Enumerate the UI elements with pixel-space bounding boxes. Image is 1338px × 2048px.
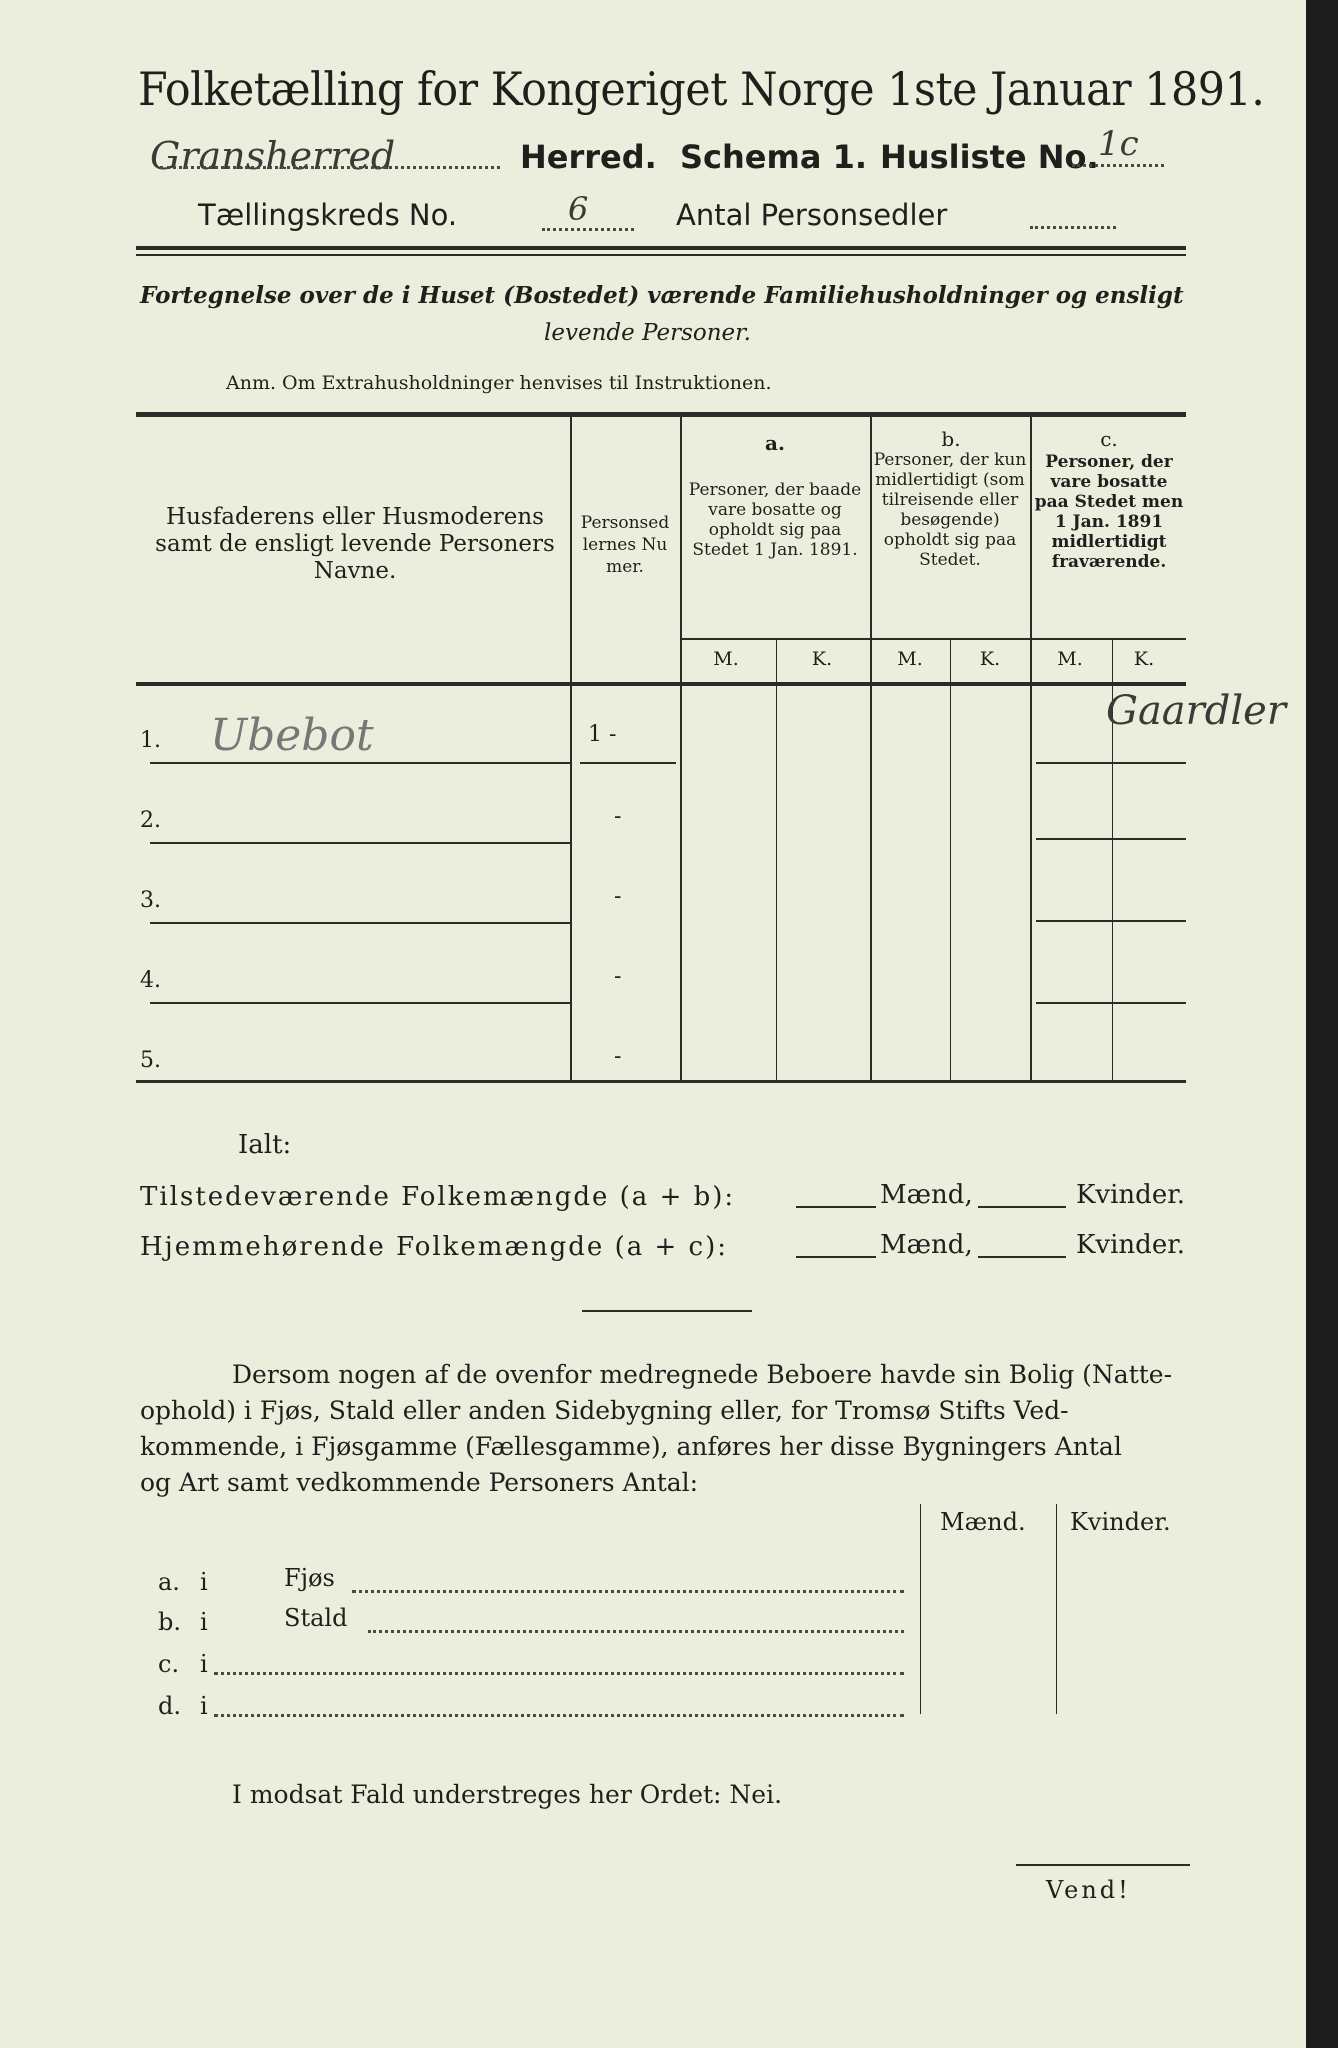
- census-form-sheet: Folketælling for Kongeriget Norge 1ste Januar 1891. Gransherred Herred. Schema 1. Husliste No. 1c Tællingskreds No. 6 Antal Personsedler Fortegnelse over de i Huset (Bostedet) værende Familiehusholdninger og ensligt levende Personer. Anm. Om Extrahusholdninger henvises til Instruktionen. Husfaderens eller Husmoderens samt de ensligt levende Personers Navne. Personsedlernes Numer. a. Personer, der baade vare bosatte og opholdt sig paa Stedet 1 Jan. 1891. b. Personer, der kun midlertidigt (som tilreisende eller besøgende) opholdt sig paa Stedet. c. Personer, der vare bosatte paa Stedet men 1 Jan. 1891 midlertidigt fraværende. M. K. M. K. M. K. 1. Ubebot 1 - Gaardler 2. - 3. - 4. - 5. - Ialt: Tilstedeværende Folkemængde (a + b): Mænd, Kvinder. Hjemmehørende Folkemængde (a + c): Mænd, Kvinder. Dersom nogen af de ovenfor medregnede Beboere havde sin Bolig (Natte- ophold) i Fjøs, Stald eller anden Sidebygning eller, for Tromsø Stifts Ved- kommende, i Fjøsgamme (Fællesgamme), anføres her disse Bygningers Antal og Art samt vedkommende Personers Antal: Mænd. Kvinder. a. i Fjøs b. i Stald c. i d. i I modsat Fald understreges her Ordet: Nei. Vend!: [0, 0, 1306, 2048]
- tilstede-maend: Mænd,: [880, 1180, 973, 1210]
- krets-label: Tællingskreds No.: [198, 198, 458, 232]
- col-c-k: K.: [1133, 648, 1155, 670]
- col-c-m: M.: [1057, 648, 1083, 670]
- buildings-maend-header: Mænd.: [940, 1508, 1026, 1536]
- husliste-label: Husliste No.: [880, 138, 1099, 176]
- col-num-header: Personsedlernes Numer.: [580, 513, 670, 577]
- hjemme-maend: Mænd,: [880, 1230, 973, 1260]
- row-num: -: [614, 964, 622, 989]
- mk-rule: [680, 638, 1186, 640]
- antal-dotted-line: [1030, 226, 1116, 229]
- col-b-k: K.: [979, 648, 1001, 670]
- row-num: 1 -: [588, 722, 617, 747]
- col-divider-b-mk: [950, 640, 951, 1080]
- modsat-note: I modsat Fald understreges her Ordet: Nei.: [232, 1780, 783, 1809]
- buildings-kvinder-header: Kvinder.: [1070, 1508, 1171, 1536]
- col-c-header: Personer, der vare bosatte paa Stedet men 1 Jan. 1891 midlertidigt fraværende.: [1034, 452, 1184, 572]
- paragraph-line-4: og Art samt vedkommende Personers Antal:: [140, 1468, 699, 1497]
- husliste-dotted-line: [1072, 164, 1164, 167]
- ialt-label: Ialt:: [238, 1130, 292, 1160]
- row-index: 5.: [140, 1048, 161, 1073]
- herred-dotted-line: [160, 166, 500, 169]
- vend-label: Vend!: [1046, 1876, 1131, 1904]
- form-title: Folketælling for Kongeriget Norge 1ste Januar 1891.: [138, 62, 1265, 116]
- row-num: -: [614, 1044, 622, 1069]
- herred-value: Gransherred: [150, 134, 396, 178]
- col-divider-num: [680, 415, 682, 1081]
- paragraph-line-3: kommende, i Fjøsgamme (Fællesgamme), anføres her disse Bygningers Antal: [140, 1432, 1122, 1461]
- col-divider-a-mk: [776, 640, 777, 1080]
- row-index: 4.: [140, 968, 161, 993]
- anm-note: Anm. Om Extrahusholdninger henvises til Instruktionen.: [226, 372, 772, 394]
- section-divider: [582, 1310, 752, 1312]
- col-b-header: Personer, der kun midlertidigt (som tilreisende eller besøgende) opholdt sig paa Stedet.: [873, 450, 1027, 570]
- table-bottom-rule: [136, 1080, 1186, 1083]
- table-top-rule: [136, 412, 1186, 417]
- tilstede-label: Tilstedeværende Folkemængde (a + b):: [140, 1182, 736, 1212]
- herred-label: Herred.: [520, 138, 657, 176]
- col-a-m: M.: [713, 648, 739, 670]
- col-divider-name: [570, 415, 572, 1081]
- col-b-letter: b.: [941, 427, 961, 451]
- paragraph-line-2: ophold) i Fjøs, Stald eller anden Sidebygning eller, for Tromsø Stifts Ved-: [140, 1396, 1069, 1425]
- hjemme-kvinder: Kvinder.: [1076, 1230, 1186, 1260]
- col-a-letter: a.: [765, 431, 785, 455]
- row-num: -: [614, 884, 622, 909]
- table-header-rule: [136, 682, 1186, 686]
- row-index: 2.: [140, 808, 161, 833]
- row-num: -: [614, 804, 622, 829]
- tilstede-kvinder: Kvinder.: [1076, 1180, 1186, 1210]
- intro-line-1: Fortegnelse over de i Huset (Bostedet) værende Familiehusholdninger og ensligt: [140, 282, 1184, 309]
- row-index: 3.: [140, 888, 161, 913]
- schema-label: Schema 1.: [680, 138, 867, 176]
- row-index: 1.: [140, 728, 161, 753]
- vend-rule: [1016, 1864, 1190, 1866]
- intro-line-2: levende Personer.: [544, 320, 751, 346]
- row-note: Gaardler: [1106, 688, 1286, 734]
- col-a-k: K.: [811, 648, 833, 670]
- krets-value: 6: [568, 190, 589, 228]
- header-rule: [136, 246, 1186, 250]
- col-divider-b: [1030, 415, 1032, 1081]
- col-name-header: Husfaderens eller Husmoderens samt de ensligt levende Personers Navne.: [155, 504, 555, 584]
- krets-dotted-line: [542, 228, 634, 231]
- paragraph-line-1: Dersom nogen af de ovenfor medregnede Beboere havde sin Bolig (Natte-: [232, 1360, 1173, 1389]
- antal-label: Antal Personsedler: [676, 198, 948, 232]
- husliste-value: 1c: [1098, 124, 1139, 164]
- col-b-m: M.: [897, 648, 923, 670]
- header-rule-thin: [136, 254, 1186, 256]
- col-a-header: Personer, der baade vare bosatte og opholdt sig paa Stedet 1 Jan. 1891.: [688, 480, 862, 560]
- col-c-letter: c.: [1100, 427, 1118, 451]
- hjemme-label: Hjemmehørende Folkemængde (a + c):: [140, 1232, 728, 1262]
- row-name: Ubebot: [210, 710, 374, 761]
